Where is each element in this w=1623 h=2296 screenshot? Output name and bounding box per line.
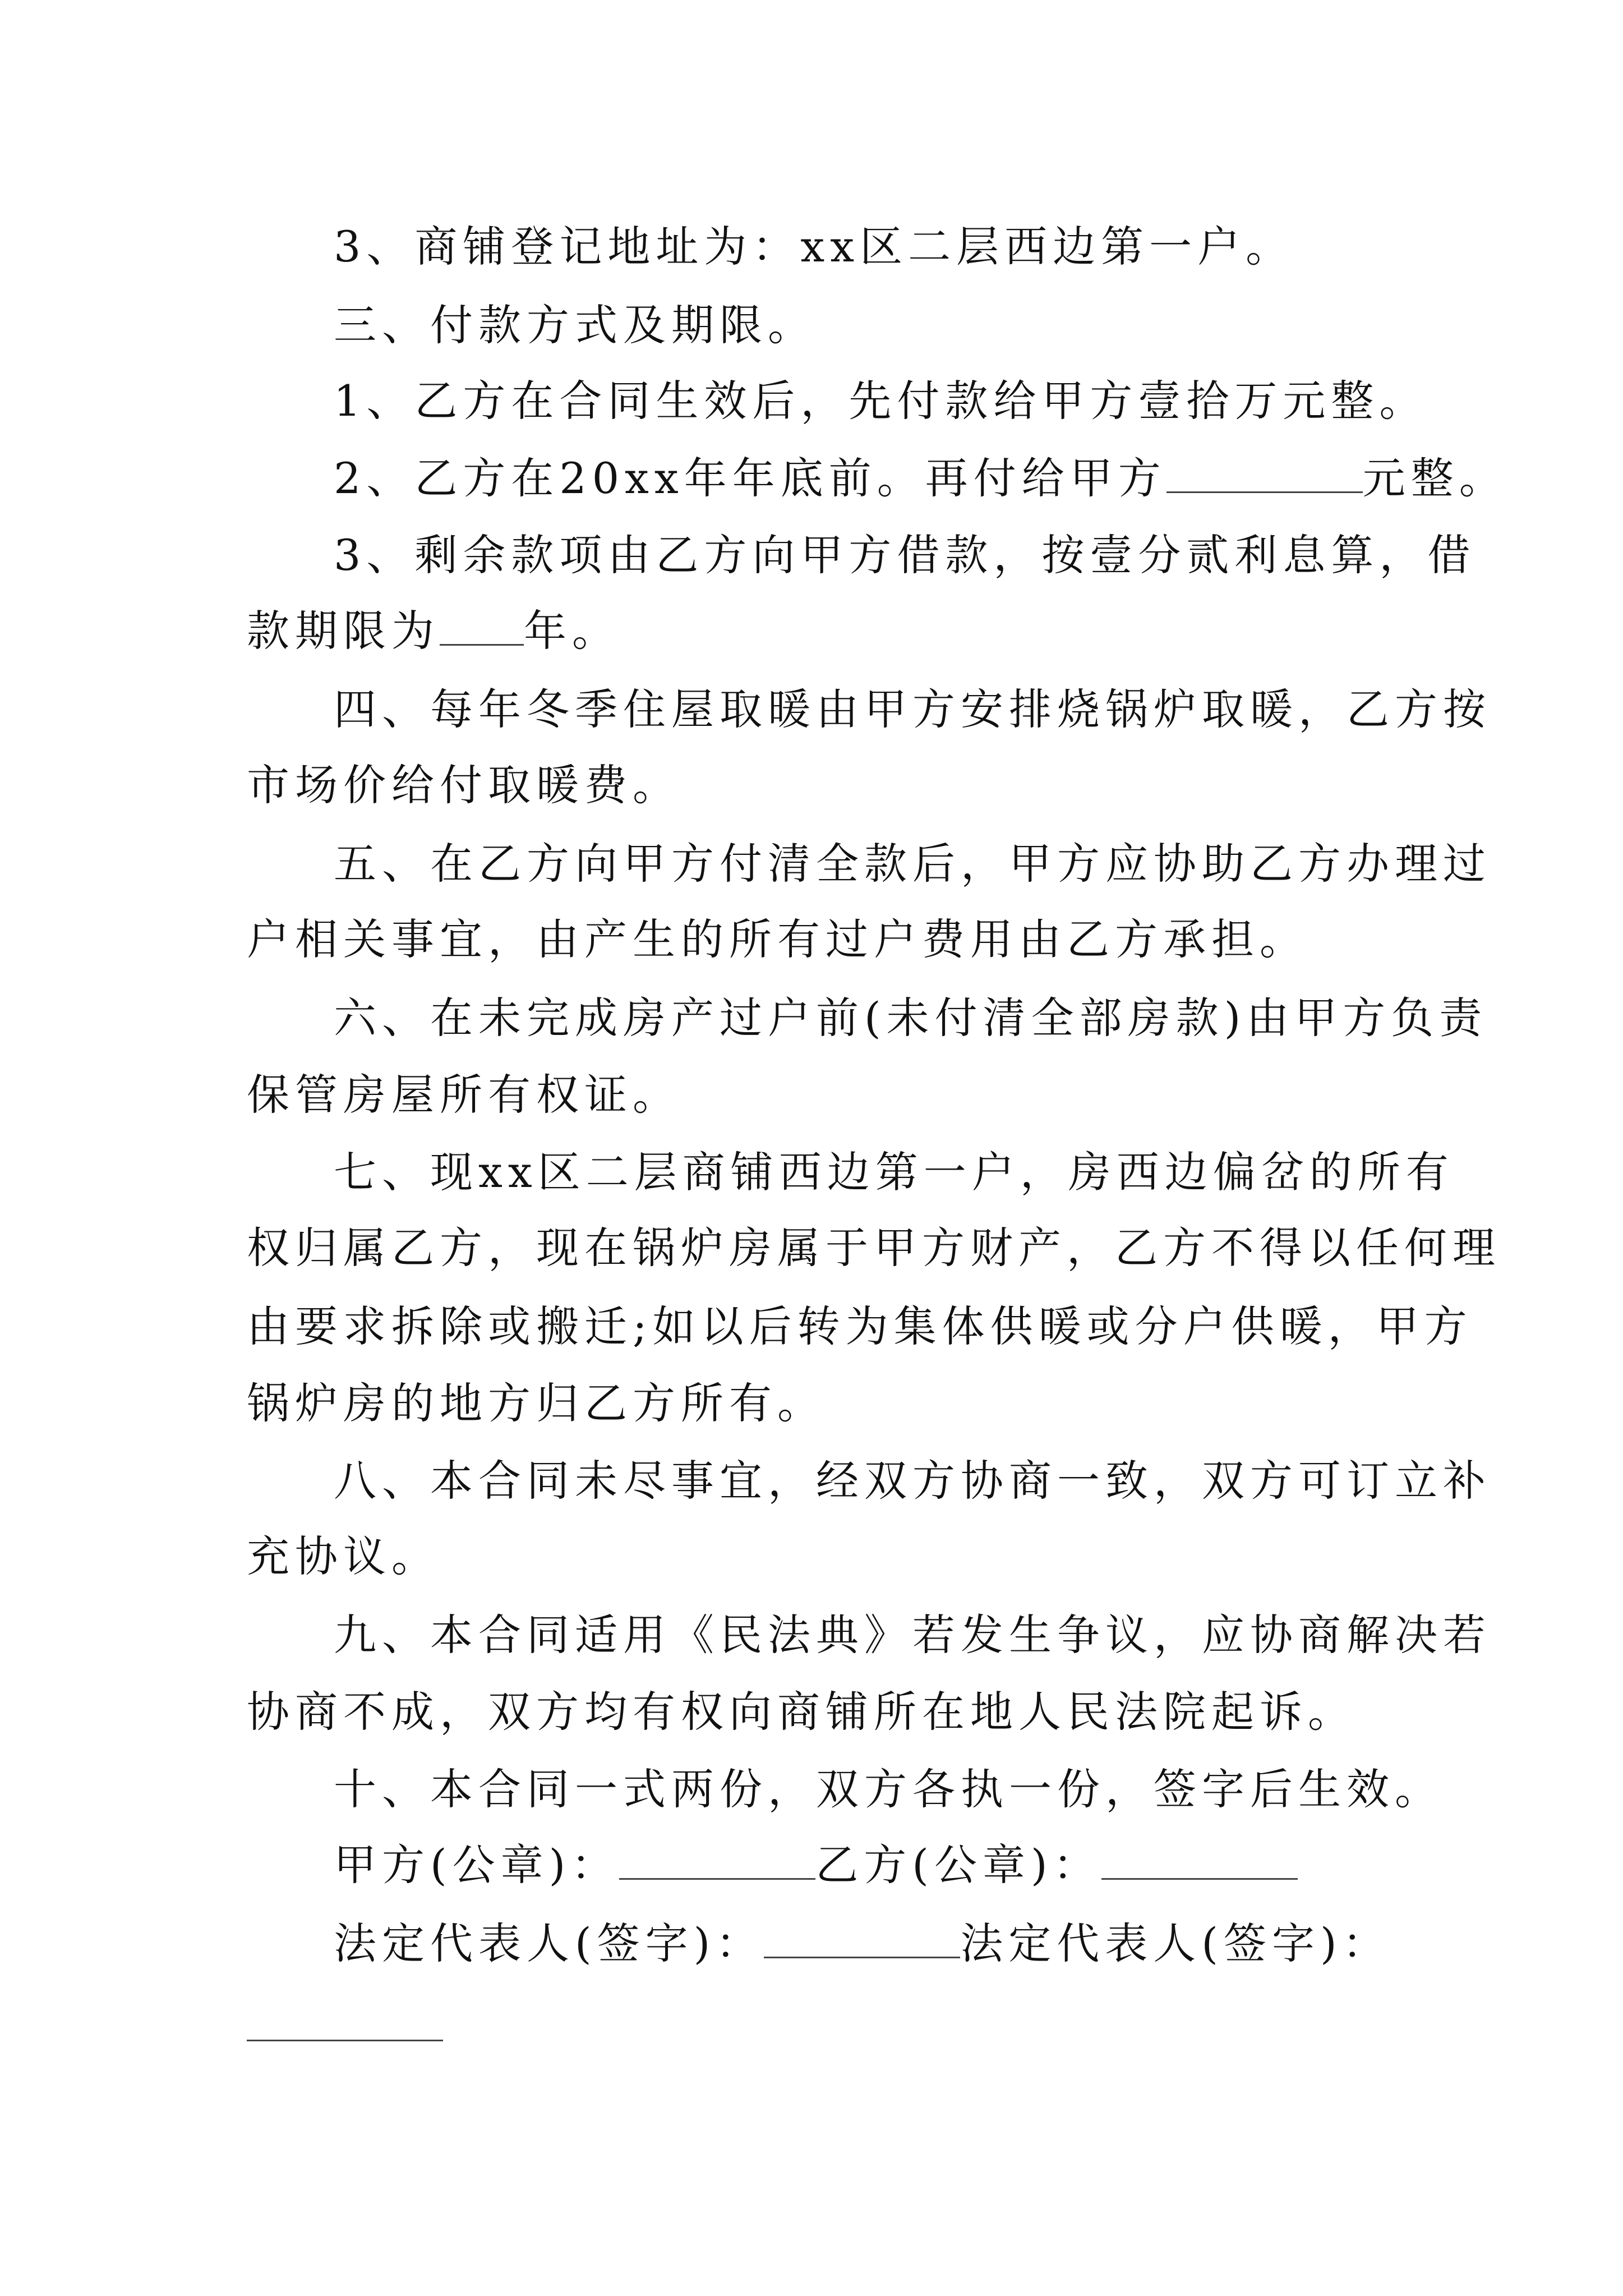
loan-term-blank[interactable] — [440, 604, 524, 646]
legal-rep-b-label: 法定代表人(签字)： — [960, 1918, 1391, 1968]
party-a-seal-blank[interactable] — [619, 1838, 815, 1880]
section-3-heading: 三、付款方式及期限。 — [334, 300, 816, 350]
clause-10: 十、本合同一式两份，双方各执一份，签字后生效。 — [334, 1764, 1443, 1814]
party-a-seal-label: 甲方(公章)： — [334, 1840, 620, 1890]
legal-rep-a-label: 法定代表人(签字)： — [334, 1918, 764, 1968]
payment-item-1: 1、乙方在合同生效后，先付款给甲方壹拾万元整。 — [334, 376, 1428, 426]
clause-6-line-2: 保管房屋所有权证。 — [247, 1070, 681, 1120]
clause-7-line-1: 七、现xx区二层商铺西边第一户，房西边偏岔的所有 — [334, 1147, 1454, 1197]
legal-rep-line — [334, 1916, 1391, 1972]
clause-7-line-3: 由要求拆除或搬迁;如以后转为集体供暖或分户供暖，甲方 — [247, 1301, 1473, 1351]
clause-3-address: 3、商铺登记地址为：xx区二层西边第一户。 — [334, 222, 1294, 272]
clause-4-line-1: 四、每年冬季住屋取暖由甲方安排烧锅炉取暖，乙方按 — [334, 684, 1491, 734]
payment-item-3-line-2 — [247, 603, 620, 659]
party-b-seal-label: 乙方(公章)： — [815, 1840, 1101, 1890]
clause-5-line-2: 户相关事宜，由产生的所有过户费用由乙方承担。 — [247, 914, 1308, 964]
loan-term-unit: 年。 — [524, 606, 620, 656]
payment-item-2-suffix: 元整。 — [1362, 453, 1507, 503]
clause-7-line-4: 锅炉房的地方归乙方所有。 — [247, 1378, 826, 1428]
clause-8-line-2: 充协议。 — [247, 1531, 440, 1581]
payment-item-2-text: 2、乙方在20xx年年底前。再付给甲方 — [334, 453, 1166, 503]
clause-8-line-1: 八、本合同未尽事宜，经双方协商一致，双方可订立补 — [334, 1456, 1491, 1506]
clause-9-line-2: 协商不成，双方均有权向商铺所在地人民法院起诉。 — [247, 1687, 1356, 1737]
clause-4-line-2: 市场价给付取暖费。 — [247, 760, 681, 810]
party-b-seal-blank[interactable] — [1101, 1838, 1298, 1880]
payment-item-3-line-1: 3、剩余款项由乙方向甲方借款，按壹分贰利息算，借 — [334, 530, 1476, 580]
seal-line — [334, 1837, 1298, 1893]
payment-item-2 — [334, 450, 1507, 507]
loan-term-label: 款期限为 — [247, 606, 440, 656]
amount-blank[interactable] — [1166, 451, 1363, 493]
legal-rep-a-blank[interactable] — [764, 1916, 960, 1958]
clause-7-line-2: 权归属乙方，现在锅炉房属于甲方财产，乙方不得以任何理 — [247, 1223, 1501, 1273]
clause-5-line-1: 五、在乙方向甲方付清全款后，甲方应协助乙方办理过 — [334, 839, 1491, 889]
clause-9-line-1: 九、本合同适用《民法典》若发生争议，应协商解决若 — [334, 1610, 1491, 1660]
clause-6-line-1: 六、在未完成房产过户前(未付清全部房款)由甲方负责 — [334, 993, 1488, 1043]
legal-rep-b-blank[interactable] — [247, 2040, 443, 2041]
